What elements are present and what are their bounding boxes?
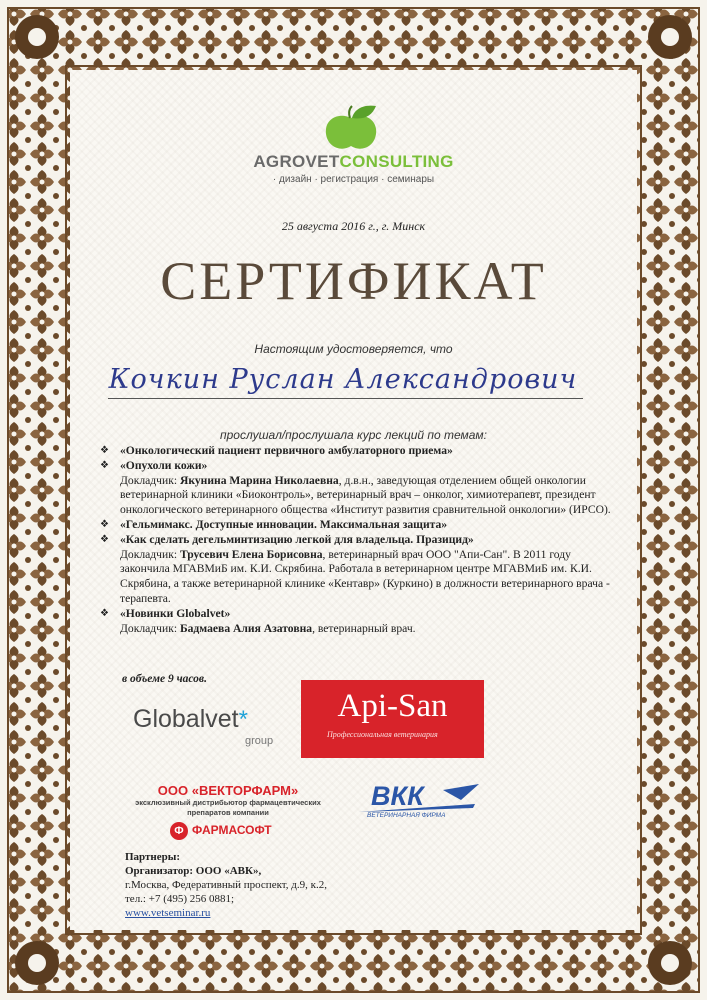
course-title: «Гельмимакс. Доступные инновации. Максимальная защита» — [120, 517, 448, 531]
partners-block — [125, 850, 327, 920]
course-title: «Как сделать дегельминтизацию легкой для владельца. Празицид» — [120, 532, 474, 546]
diamond-bullet-icon: ❖ — [100, 445, 109, 456]
diamond-bullet-icon: ❖ — [100, 459, 109, 471]
brand-tagline: · дизайн · регистрация · семинары — [272, 174, 435, 185]
course-title: «Онкологический пациент первичного амбулаторного приема» — [120, 444, 453, 457]
partners-label: Партнеры: — [125, 851, 181, 863]
course-list — [98, 444, 618, 636]
vektorfarm-subtitle-1: эксклюзивный дистрибьютор фармацевтических — [135, 798, 321, 807]
course-speaker: Докладчик: Якунина Марина Николаевна, д.в.н., заведующая отделением общей онкологии ветеринарной клиники «Биоконтроль», ветеринарный врач – онколог, химиотерапевт, президент онкологического ветеринарного общества «Институт развития сравнительной онкологии» (ИРСО). — [120, 473, 611, 517]
name-underline — [108, 398, 583, 399]
vektorfarm-logo — [118, 783, 338, 818]
recipient-name: Кочкин Руслан Александрович — [108, 364, 578, 395]
course-hours: в объеме 9 часов. — [122, 673, 207, 685]
course-title: «Новинки Globalvet» — [120, 606, 231, 620]
course-item — [98, 607, 618, 622]
course-item — [98, 459, 618, 474]
brand-name: AGROVETCONSULTING — [253, 152, 454, 171]
farmasoft-logo: Ф ФАРМАСОФТ — [170, 822, 272, 840]
certificate-title: СЕРТИФИКАТ — [160, 251, 547, 311]
bkk-subtitle: ВЕТЕРИНАРНАЯ ФИРМА — [367, 812, 446, 819]
course-speaker: Докладчик: Трусевич Елена Борисовна, ветеринарный врач ООО "Апи-Сан". В 2011 году закончила МГАВМиБ им. К.И. Скрябина. Работала в ветеринарном центре МГАВМиБ им. К.И. Скрябина, а также ветеринарной клинике «Кентавр» (Куркино) в должности ветеринарного врача - терапевта. — [120, 547, 610, 605]
farmasoft-icon: Ф — [170, 822, 188, 840]
course-item — [98, 518, 618, 533]
apisan-logo — [301, 680, 484, 758]
course-item — [98, 444, 618, 459]
vektorfarm-name: ООО «ВЕКТОРФАРМ» — [157, 783, 299, 798]
diamond-bullet-icon: ❖ — [100, 533, 109, 545]
apisan-name: Api-San — [337, 688, 448, 724]
organizer-website-link[interactable]: www.vetseminar.ru — [125, 907, 211, 919]
organizer-label: Организатор: ООО «АВК», — [125, 865, 262, 877]
organizer-address: г.Москва, Федеративный проспект, д.9, к.2, — [125, 879, 327, 891]
globalvet-group-label: group — [245, 735, 274, 747]
globalvet-logo: Globalvet* — [133, 705, 248, 733]
vektorfarm-subtitle-2: препаратов компании — [187, 808, 269, 817]
attended-text: прослушал/прослушала курс лекций по темам: — [220, 428, 487, 442]
apisan-subtitle: Профессиональная ветеринария — [327, 730, 438, 739]
course-title: «Опухоли кожи» — [120, 458, 208, 472]
bkk-name: ВКК — [371, 781, 424, 811]
course-speaker: Докладчик: Бадмаева Алия Азатовна, ветеринарный врач. — [120, 621, 416, 635]
apple-logo-icon — [320, 104, 382, 152]
certifies-text: Настоящим удостоверяется, что — [254, 342, 453, 356]
diamond-bullet-icon: ❖ — [100, 607, 109, 619]
organizer-phone: тел.: +7 (495) 256 0881; — [125, 893, 235, 905]
diamond-bullet-icon: ❖ — [100, 518, 109, 530]
asterisk-icon: * — [238, 706, 248, 733]
certificate-date: 25 августа 2016 г., г. Минск — [281, 219, 426, 233]
course-item — [98, 533, 618, 548]
